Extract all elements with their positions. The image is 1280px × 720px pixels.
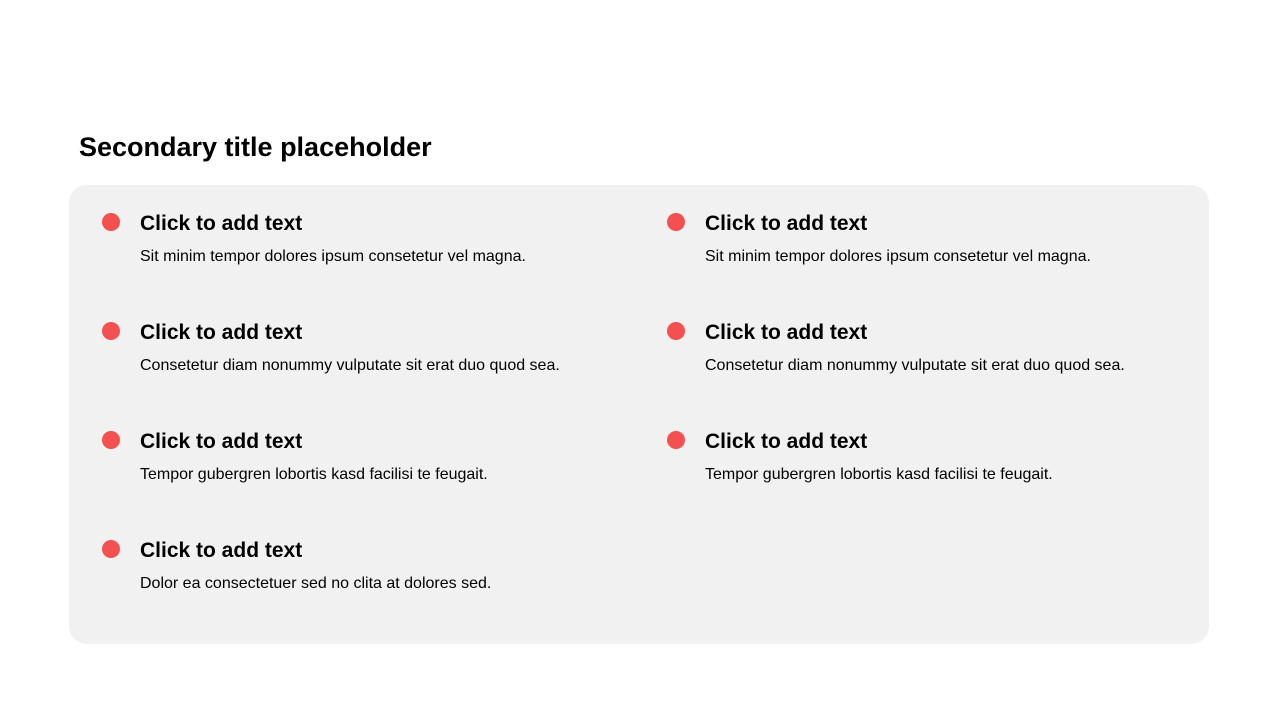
list-item [667,431,1187,511]
item-body[interactable]: Tempor gubergren lobortis kasd facilisi te feugait. [705,466,1053,483]
item-heading[interactable]: Click to add text [705,321,868,344]
list-item [102,431,622,511]
list-item [102,213,622,293]
bullet-dot-icon [102,213,120,231]
content-panel [69,185,1209,644]
item-body[interactable]: Sit minim tempor dolores ipsum consetetur vel magna. [705,248,1091,265]
item-heading[interactable]: Click to add text [140,539,303,562]
page-title[interactable]: Secondary title placeholder [79,132,432,162]
item-body[interactable]: Dolor ea consectetuer sed no clita at dolores sed. [140,575,492,592]
item-heading[interactable]: Click to add text [705,430,868,453]
bullet-dot-icon [667,213,685,231]
item-body[interactable]: Consetetur diam nonummy vulputate sit erat duo quod sea. [140,357,560,374]
list-item [667,322,1187,402]
item-body[interactable]: Consetetur diam nonummy vulputate sit erat duo quod sea. [705,357,1125,374]
list-item [667,213,1187,293]
bullet-dot-icon [102,431,120,449]
item-heading[interactable]: Click to add text [140,430,303,453]
list-item [102,540,622,620]
item-heading[interactable]: Click to add text [705,212,868,235]
bullet-dot-icon [102,540,120,558]
bullet-dot-icon [667,322,685,340]
list-item [102,322,622,402]
item-heading[interactable]: Click to add text [140,212,303,235]
bullet-dot-icon [102,322,120,340]
bullet-dot-icon [667,431,685,449]
item-body[interactable]: Tempor gubergren lobortis kasd facilisi te feugait. [140,466,488,483]
item-body[interactable]: Sit minim tempor dolores ipsum consetetur vel magna. [140,248,526,265]
item-heading[interactable]: Click to add text [140,321,303,344]
